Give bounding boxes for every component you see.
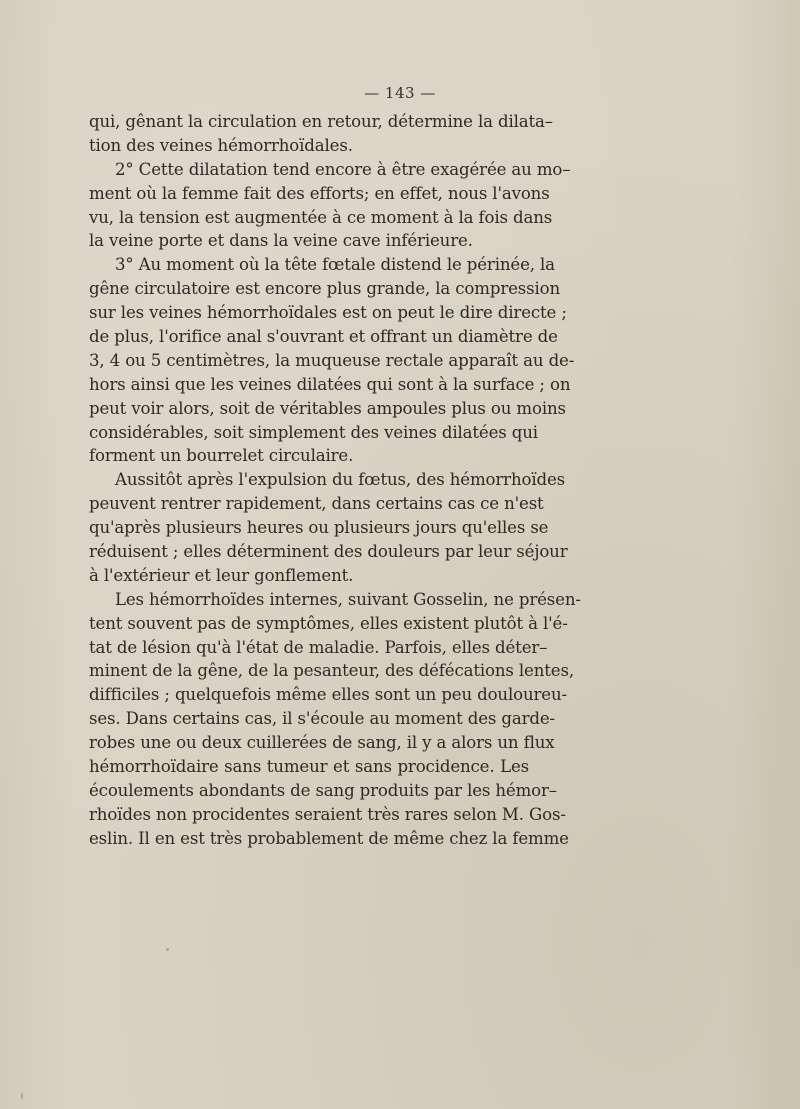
text-line: tent souvent pas de symptômes, elles existent plutôt à l'é- [89, 613, 568, 633]
text-line: 3, 4 ou 5 centimètres, la muqueuse rectale apparaît au de- [89, 350, 575, 370]
text-line: qu'après plusieurs heures ou plusieurs jours qu'elles se [89, 518, 549, 538]
text-line: rhoïdes non procidentes seraient très rares selon M. Gos- [89, 804, 566, 824]
text-line: ment où la femme fait des efforts; en effet, nous l'avons [89, 183, 550, 203]
text-line: peut voir alors, soit de véritables ampoules plus ou moins [89, 398, 566, 418]
text-line: 2° Cette dilatation tend encore à être exagérée au mo– [115, 159, 571, 179]
text-line: robes une ou deux cuillerées de sang, il y a alors un flux [89, 733, 555, 753]
text-line: vu, la tension est augmentée à ce moment à la fois dans [89, 207, 553, 227]
text-line: tat de lésion qu'à l'état de maladie. Parfois, elles déter– [89, 637, 548, 657]
text-line: écoulements abondants de sang produits par les hémor– [89, 780, 557, 800]
text-line: réduisent ; elles déterminent des douleurs par leur séjour [89, 542, 568, 562]
text-line: hémorrhoïdaire sans tumeur et sans procidence. Les [89, 757, 529, 777]
text-line: tion des veines hémorrhoïdales. [89, 135, 353, 155]
text-line: eslin. Il en est très probablement de même chez la femme [89, 828, 569, 848]
text-line: la veine porte et dans la veine cave inférieure. [89, 231, 473, 251]
text-line: qui, gênant la circulation en retour, détermine la dilata– [89, 112, 553, 131]
text-line: difficiles ; quelquefois même elles sont un peu douloureu- [89, 685, 567, 705]
text-line: minent de la gêne, de la pesanteur, des défécations lentes, [89, 661, 574, 681]
body-text [89, 110, 581, 851]
paper-speck [166, 948, 169, 951]
text-line: de plus, l'orifice anal s'ouvrant et offrant un diamètre de [89, 327, 558, 347]
text-line: gêne circulatoire est encore plus grande, la compression [89, 279, 561, 299]
text-line: peuvent rentrer rapidement, dans certains cas ce n'est [89, 494, 544, 514]
text-line: à l'extérieur et leur gonflement. [89, 565, 354, 585]
text-line: sur les veines hémorrhoïdales est on peut le dire directe ; [89, 303, 567, 323]
paper-speck [21, 1093, 23, 1099]
text-line: 3° Au moment où la tête fœtale distend le périnée, la [115, 255, 555, 275]
text-line: forment un bourrelet circulaire. [89, 446, 354, 466]
text-line: Aussitôt après l'expulsion du fœtus, des hémorrhoïdes [115, 470, 565, 490]
page-number-header: — 143 — [364, 84, 436, 102]
text-line: considérables, soit simplement des veines dilatées qui [89, 422, 538, 442]
text-line: hors ainsi que les veines dilatées qui sont à la surface ; on [89, 374, 571, 394]
text-line: ses. Dans certains cas, il s'écoule au moment des garde- [89, 709, 555, 729]
text-line: Les hémorrhoïdes internes, suivant Gosselin, ne présen- [115, 589, 581, 609]
